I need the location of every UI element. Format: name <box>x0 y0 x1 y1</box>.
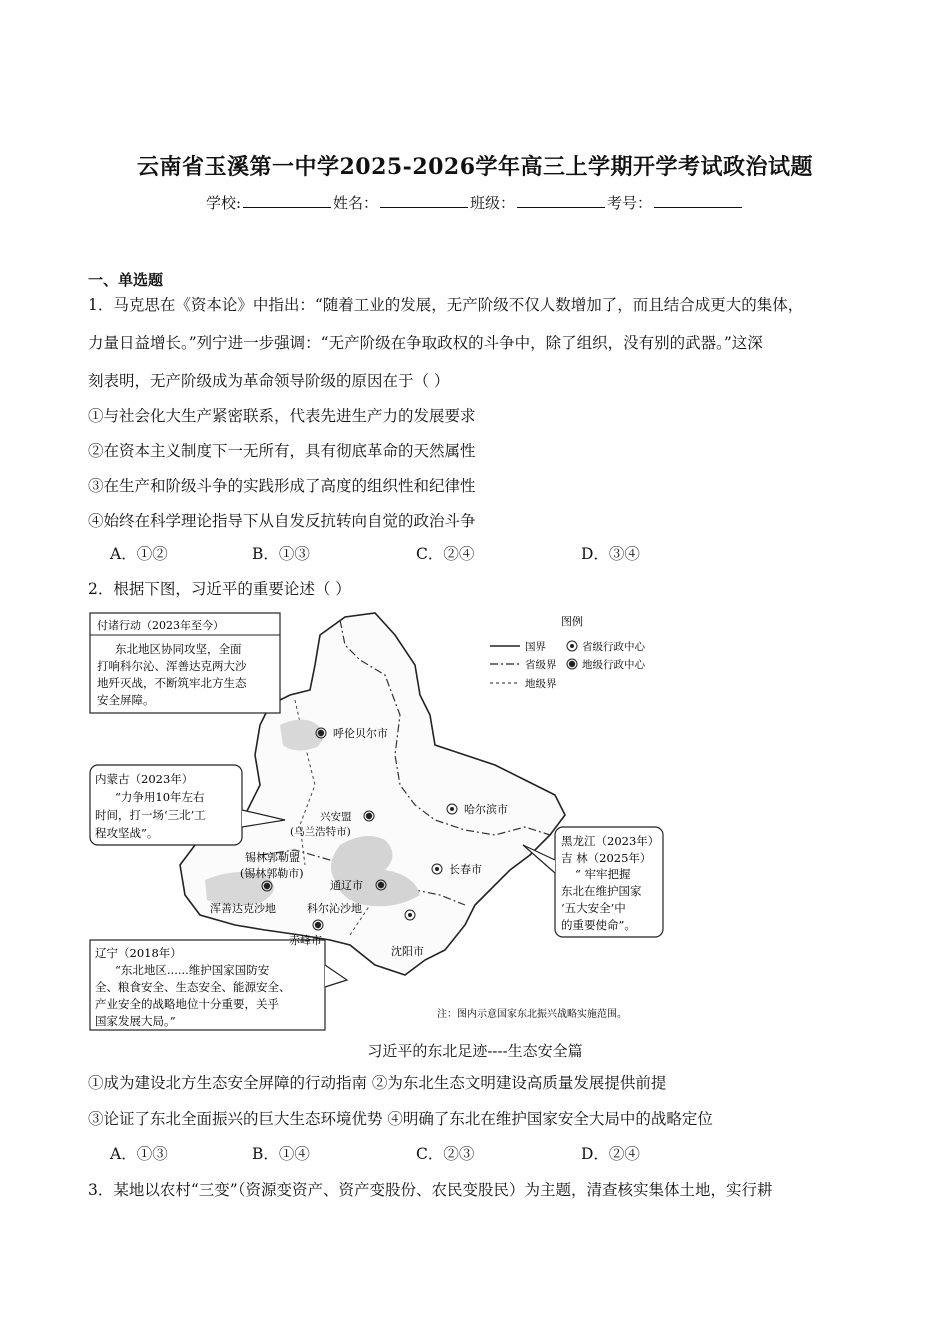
place-hunshandake: 浑善达克沙地 <box>210 902 276 915</box>
page-title: 云南省玉溪第一中学2025-2026学年高三上学期开学考试政治试题 <box>136 154 814 180</box>
q2-items-line: ①成为建设北方生态安全屏障的行动指南 ②为东北生态文明建设高质量发展提供前提 <box>88 1074 667 1092</box>
callout-hlj-line: 的重要使命”。 <box>561 918 636 932</box>
place-marker-dot <box>408 913 412 917</box>
place-marker-dot <box>315 922 321 928</box>
class-blank <box>517 193 605 208</box>
legend-prefecture-center: 地级行政中心 <box>582 659 645 671</box>
callout-hlj-line: ‘五大安全’中 <box>561 901 626 915</box>
callout-action-title: 付诸行动（2023年至今） <box>97 619 224 632</box>
callout-hlj-line: 吉 林（2025年） <box>561 851 652 865</box>
q2-option-a[interactable]: A．①③ <box>110 1145 168 1163</box>
place-marker-dot <box>435 867 439 871</box>
legend-prefecture-center-dot <box>569 661 575 667</box>
callout-liaoning-line: “东北地区......维护国家国防安 <box>115 963 270 977</box>
map-note: 注：图内示意国家东北振兴战略实施范围。 <box>437 1009 627 1020</box>
callout-liaoning-line: 产业安全的战略地位十分重要，关乎 <box>95 997 279 1011</box>
q1-item: ④始终在科学理论指导下从自发反抗转向自觉的政治斗争 <box>88 512 476 530</box>
callout-pointer <box>523 845 555 873</box>
school-blank <box>243 193 331 208</box>
q1-option-b[interactable]: B．①③ <box>252 545 310 563</box>
q1-option-a[interactable]: A．①② <box>110 545 168 563</box>
place-marker-dot <box>264 883 270 889</box>
id-blank <box>654 193 742 208</box>
place-marker-dot <box>450 807 454 811</box>
q2-items-line: ③论证了东北全面振兴的巨大生态环境优势 ④明确了东北在维护国家安全大局中的战略定位 <box>88 1110 713 1128</box>
q1-option-c[interactable]: C．②④ <box>416 545 475 563</box>
place-changchun: 长春市 <box>449 863 482 876</box>
callout-inner-mongolia-line: “力争用10年左右 <box>115 790 205 804</box>
place-chifeng: 赤峰市 <box>289 934 322 947</box>
place-marker-dot <box>378 882 384 888</box>
q1-item: ③在生产和阶级斗争的实践形成了高度的组织性和纪律性 <box>88 477 476 495</box>
callout-hlj-line: “ 牢牢把握 <box>575 867 631 881</box>
q1-stem-line: 1．马克思在《资本论》中指出：“随着工业的发展，无产阶级不仅人数增加了，而且结合成更大的集体， <box>88 296 804 314</box>
place-marker-dot <box>366 813 372 819</box>
q2-option-b[interactable]: B．①④ <box>252 1145 310 1163</box>
place-xinganmeng: 兴安盟 <box>320 811 352 823</box>
legend-prefecture: 地级界 <box>525 678 557 690</box>
callout-action-line: 安全屏障。 <box>97 693 155 707</box>
callout-inner-mongolia-line: 程攻坚战”。 <box>95 826 159 840</box>
callout-hlj-line: 黑龙江（2023年） <box>561 834 660 848</box>
school-label: 学校: <box>205 194 241 212</box>
q2-option-c[interactable]: C．②③ <box>416 1145 475 1163</box>
place-harbin: 哈尔滨市 <box>464 803 508 816</box>
callout-liaoning-line: 全、粮食安全、生态安全、能源安全、 <box>95 980 291 994</box>
figure-caption: 习近平的东北足迹----生态安全篇 <box>367 1042 583 1060</box>
place-ulanhot: (乌兰浩特市) <box>290 826 351 838</box>
place-xilingol: 锡林郭勒盟 <box>245 851 300 864</box>
q1-item: ②在资本主义制度下一无所有，具有彻底革命的天然属性 <box>88 442 476 460</box>
place-tongliao: 通辽市 <box>330 879 363 892</box>
id-label: 考号： <box>607 194 653 212</box>
name-blank <box>380 193 468 208</box>
section-title: 一、单选题 <box>88 271 164 289</box>
q2-option-d[interactable]: D．②④ <box>581 1145 640 1163</box>
callout-liaoning-line: 辽宁（2018年） <box>95 946 182 960</box>
q1-item: ①与社会化大生产紧密联系，代表先进生产力的发展要求 <box>88 407 476 425</box>
q1-stem-line: 刻表明，无产阶级成为革命领导阶级的原因在于（ ） <box>88 372 450 390</box>
callout-inner-mongolia-line: 内蒙古（2023年） <box>95 772 194 786</box>
place-hulunbuir: 呼伦贝尔市 <box>333 727 388 740</box>
q1-stem-line: 力量日益增长。”列宁进一步强调：“无产阶级在争取政权的斗争中，除了组织，没有别的武器。”这深 <box>88 334 763 352</box>
legend-provincial-center: 省级行政中心 <box>582 641 645 653</box>
legend-national: 国界 <box>525 641 546 653</box>
legend-provincial: 省级界 <box>525 659 557 671</box>
northeast-map-figure <box>85 605 675 1035</box>
q1-option-d[interactable]: D．③④ <box>581 545 640 563</box>
callout-hlj-line: 东北在维护国家 <box>561 884 642 898</box>
legend-title: 图例 <box>561 615 583 628</box>
callout-action-line: 打响科尔沁、浑善达克两大沙 <box>97 659 247 673</box>
callout-liaoning-line: 国家发展大局。” <box>95 1014 176 1028</box>
place-marker-dot <box>318 730 324 736</box>
place-shenyang: 沈阳市 <box>391 945 424 958</box>
place-horqin: 科尔沁沙地 <box>307 902 362 915</box>
callout-action-line: 地歼灭战，不断筑牢北方生态 <box>97 676 247 690</box>
student-info-line <box>0 192 950 213</box>
q3-stem: 3．某地以农村“三变”（资源变资产、资产变股份、农民变股民）为主题，清查核实集体土地，实行耕 <box>88 1181 773 1199</box>
name-label: 姓名： <box>333 194 379 212</box>
callout-action-line: 东北地区协同攻坚，全面 <box>115 642 242 656</box>
q2-stem: 2．根据下图，习近平的重要论述（ ） <box>88 580 351 598</box>
callout-pointer <box>325 965 347 987</box>
callout-inner-mongolia-line: 时间，打一场‘三北’工 <box>95 808 206 822</box>
class-label: 班级： <box>470 194 516 212</box>
place-xilinhot: (锡林郭勒市) <box>240 867 304 880</box>
legend-provincial-center-dot <box>570 644 574 648</box>
